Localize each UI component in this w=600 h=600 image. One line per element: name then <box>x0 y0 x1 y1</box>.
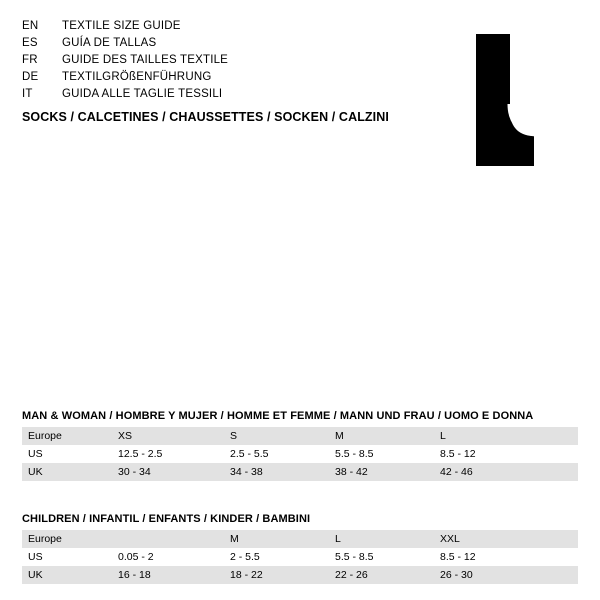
cell: 0.05 - 2 <box>118 551 154 563</box>
language-code: DE <box>22 71 39 83</box>
adult-size-table-block <box>22 410 578 481</box>
cell: 12.5 - 2.5 <box>118 448 163 460</box>
language-row <box>22 86 382 103</box>
adult-size-table <box>22 427 578 481</box>
language-code: ES <box>22 37 38 49</box>
column-header: XXL <box>440 533 460 545</box>
table-row <box>22 548 578 566</box>
page-title: SOCKS / CALCETINES / CHAUSSETTES / SOCKEN / CALZINI <box>22 110 389 124</box>
children-table-caption: CHILDREN / INFANTIL / ENFANTS / KINDER / BAMBINI <box>22 513 311 525</box>
column-header: L <box>335 533 341 545</box>
adult-table-caption: MAN & WOMAN / HOMBRE Y MUJER / HOMME ET FEMME / MANN UND FRAU / UOMO E DONNA <box>22 410 534 422</box>
language-code: EN <box>22 20 39 32</box>
row-label: US <box>28 448 43 460</box>
column-header: XS <box>118 430 133 442</box>
cell: 8.5 - 12 <box>440 448 476 460</box>
language-label: GUIDE DES TAILLES TEXTILE <box>62 54 229 66</box>
children-size-table-block <box>22 513 578 584</box>
cell: 34 - 38 <box>230 466 263 478</box>
language-code: FR <box>22 54 38 66</box>
table-row <box>22 445 578 463</box>
cell: 18 - 22 <box>230 569 263 581</box>
language-label: GUÍA DE TALLAS <box>62 37 157 49</box>
cell: 8.5 - 12 <box>440 551 476 563</box>
cell: 26 - 30 <box>440 569 473 581</box>
row-label: UK <box>28 466 43 478</box>
cell: 42 - 46 <box>440 466 473 478</box>
language-row <box>22 69 382 86</box>
cell: 22 - 26 <box>335 569 368 581</box>
cell: 38 - 42 <box>335 466 368 478</box>
cell: 30 - 34 <box>118 466 151 478</box>
table-header-row <box>22 530 578 548</box>
cell: 2 - 5.5 <box>230 551 260 563</box>
language-list <box>22 18 382 103</box>
column-header <box>112 530 224 548</box>
table-header-row <box>22 427 578 445</box>
column-header: M <box>335 430 344 442</box>
cell: 2.5 - 5.5 <box>230 448 269 460</box>
language-row <box>22 35 382 52</box>
cell: 5.5 - 8.5 <box>335 551 374 563</box>
column-header: Europe <box>28 533 62 545</box>
column-header: L <box>440 430 446 442</box>
cell: 5.5 - 8.5 <box>335 448 374 460</box>
row-label: UK <box>28 569 43 581</box>
table-row <box>22 463 578 481</box>
children-size-table <box>22 530 578 584</box>
row-label: US <box>28 551 43 563</box>
language-label: GUIDA ALLE TAGLIE TESSILI <box>62 88 223 100</box>
language-row <box>22 18 382 35</box>
cell: 16 - 18 <box>118 569 151 581</box>
language-code: IT <box>22 88 33 100</box>
table-row <box>22 566 578 584</box>
language-label: TEXTILGRÖßENFÜHRUNG <box>62 71 212 83</box>
column-header: S <box>230 430 238 442</box>
language-label: TEXTILE SIZE GUIDE <box>62 20 181 32</box>
column-header: M <box>230 533 239 545</box>
column-header: Europe <box>28 430 62 442</box>
socks-illustration <box>410 16 570 176</box>
language-row <box>22 52 382 69</box>
